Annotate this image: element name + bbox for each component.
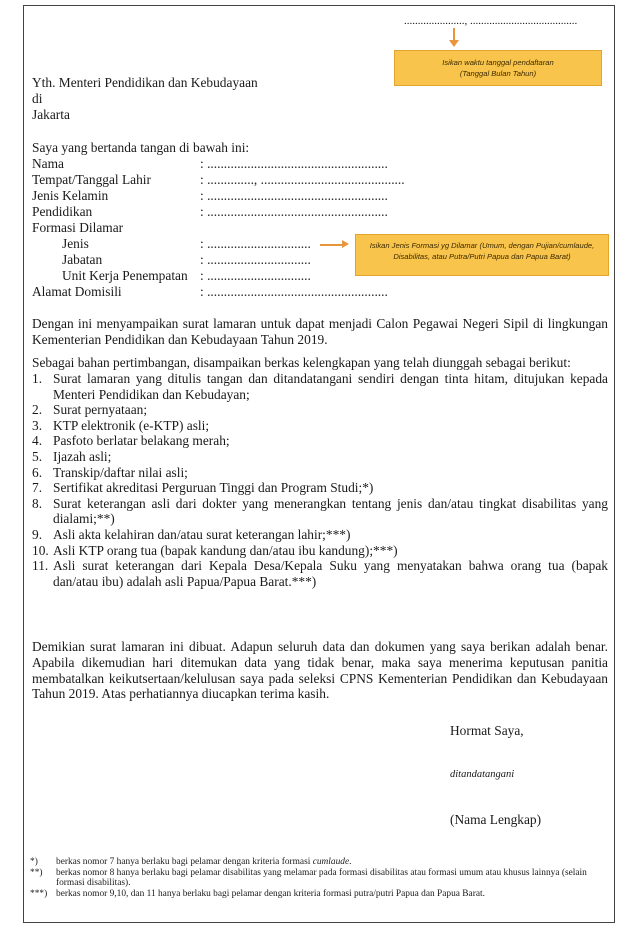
signature-greeting: Hormat Saya, [450, 723, 524, 738]
list-item [32, 418, 608, 434]
list-item-number: 11. [32, 558, 49, 574]
list-item-number: 9. [32, 526, 43, 542]
formasi-arrow [320, 244, 344, 246]
field-value-alamat: : ...................................................... [200, 284, 388, 299]
footnote-text: berkas nomor 7 hanya berlaku bagi pelamar dengan kriteria formasi [56, 857, 313, 867]
list-item-number: 7. [32, 480, 43, 496]
recipient-line2: di [32, 91, 43, 106]
list-item-number: 6. [32, 464, 43, 480]
footnote-mark: **) [30, 867, 43, 878]
list-item-number: 4. [32, 433, 43, 449]
footnote-1 [30, 857, 608, 868]
footnote-3 [30, 889, 608, 900]
letter-page [23, 5, 615, 923]
list-item [32, 496, 608, 527]
field-value-jabatan: : ............................... [200, 252, 311, 267]
list-item-text: Surat keterangan asli dari dokter yang menerangkan tentang jenis dan/atau tingkat disabilitas yang dialami;**) [53, 495, 608, 527]
field-label-jabatan: Jabatan [62, 252, 103, 267]
list-item [32, 543, 608, 559]
field-value-formasi-jenis: : ............................... [200, 236, 311, 251]
field-label-ttl: Tempat/Tanggal Lahir [32, 172, 151, 187]
list-item-text: Surat pernyataan; [53, 402, 148, 418]
paragraph-closing: Demikian surat lamaran ini dibuat. Adapun seluruh data dan dokumen yang saya berikan adalah benar. Apabila dikemudian hari ditemukan data yang tidak benar, maka saya menerima keputusan panitia membatalkan keikutsertaan/kelulusan saya pada seleksi CPNS Kementerian Pendidikan dan Kebudayaan Tahun 2019. Atas perhatiannya diucapkan terima kasih. [32, 639, 608, 702]
list-item [32, 371, 608, 402]
footnote-text-end: . [349, 857, 352, 867]
footnote-2 [30, 868, 608, 889]
field-label-pendidikan: Pendidikan [32, 204, 93, 219]
list-item [32, 449, 608, 465]
list-item [32, 402, 608, 418]
list-item-text: Pasfoto berlatar belakang merah; [53, 433, 230, 449]
list-item-number: 1. [32, 371, 43, 386]
footnote-mark: *) [30, 857, 38, 867]
list-item-number: 8. [32, 495, 43, 511]
berkas-list [32, 371, 608, 589]
field-label-alamat: Alamat Domisili [32, 284, 122, 299]
date-arrow-head-icon [449, 40, 459, 47]
field-value-nama: : ...................................................... [200, 156, 388, 171]
list-item-number: 2. [32, 402, 43, 418]
paragraph-berkas-intro: Sebagai bahan pertimbangan, disampaikan berkas kelengkapan yang telah diunggah sebagai berikut: [32, 355, 571, 370]
list-item-text: Transkip/daftar nilai asli; [53, 464, 188, 480]
formasi-arrow-head-icon [342, 240, 349, 248]
list-item [32, 558, 608, 589]
signature-signed: ditandatangani [450, 769, 515, 780]
date-note [394, 50, 602, 86]
list-item [32, 465, 608, 481]
field-value-ttl: : .............., ........................................... [200, 172, 405, 187]
list-item [32, 480, 608, 496]
list-item-text: Ijazah asli; [53, 448, 112, 464]
footnotes [30, 857, 608, 899]
list-item-text: Asli KTP orang tua (bapak kandung dan/atau ibu kandung);***) [53, 542, 398, 558]
field-label-unit-kerja: Unit Kerja Penempatan [62, 268, 188, 283]
footnote-mark: ***) [30, 888, 48, 899]
formasi-note: Isikan Jenis Formasi yg Dilamar (Umum, dengan Pujian/cumlaude, Disabilitas, atau Putra/Putri Papua dan Papua Barat) [355, 234, 609, 276]
recipient-line1: Yth. Menteri Pendidikan dan Kebudayaan [32, 75, 258, 90]
list-item-text: KTP elektronik (e-KTP) asli; [53, 417, 210, 433]
field-label-nama: Nama [32, 156, 64, 171]
signature-name: (Nama Lengkap) [450, 812, 542, 827]
date-note-line2: (Tanggal Bulan Tahun) [459, 69, 537, 78]
recipient-line3: Jakarta [32, 107, 70, 122]
list-item-number: 5. [32, 448, 43, 464]
footnote-emphasis: cumlaude [312, 857, 350, 867]
list-item-text: Surat lamaran yang ditulis tangan dan ditandatangani sendiri dengan tinta hitam, ditujukan kepada Menteri Pendidikan dan Kebudayan; [53, 371, 608, 402]
list-item-number: 3. [32, 417, 43, 433]
list-item-number: 10. [32, 542, 49, 558]
list-item-text: Asli akta kelahiran dan/atau surat keterangan lahir;***) [53, 526, 351, 542]
footnote-text: berkas nomor 9,10, dan 11 hanya berlaku bagi pelamar dengan kriteria formasi putra/putri Papua dan Papua Barat. [56, 888, 485, 899]
date-line: ......................, ....................................... [404, 15, 578, 27]
field-value-unit-kerja: : ............................... [200, 268, 311, 283]
field-value-jenis-kelamin: : ...................................................... [200, 188, 388, 203]
list-item-text: Sertifikat akreditasi Perguruan Tinggi dan Program Studi;*) [53, 480, 374, 496]
list-item-text: Asli surat keterangan dari Kepala Desa/Kepala Suku yang menyatakan bahwa orang tua (bapak dan/atau ibu) adalah asli Papua/Papua Barat.***) [53, 558, 608, 589]
field-value-pendidikan: : ...................................................... [200, 204, 388, 219]
date-note-line1: Isikan waktu tanggal pendaftaran [442, 58, 554, 67]
paragraph-intro: Dengan ini menyampaikan surat lamaran untuk dapat menjadi Calon Pegawai Negeri Sipil di lingkungan Kementerian Pendidikan dan Kebudayaan Tahun 2019. [32, 316, 608, 347]
list-item [32, 527, 608, 543]
footnote-text: berkas nomor 8 hanya berlaku bagi pelamar disabilitas yang melamar pada formasi disabilitas atau formasi umum atau khusus lainnya (selain formasi disabilitas). [56, 867, 587, 889]
field-label-jenis-kelamin: Jenis Kelamin [32, 188, 109, 203]
intro-text: Saya yang bertanda tangan di bawah ini: [32, 140, 250, 155]
list-item [32, 433, 608, 449]
field-label-formasi-jenis: Jenis [62, 236, 89, 251]
field-label-formasi: Formasi Dilamar [32, 220, 124, 235]
